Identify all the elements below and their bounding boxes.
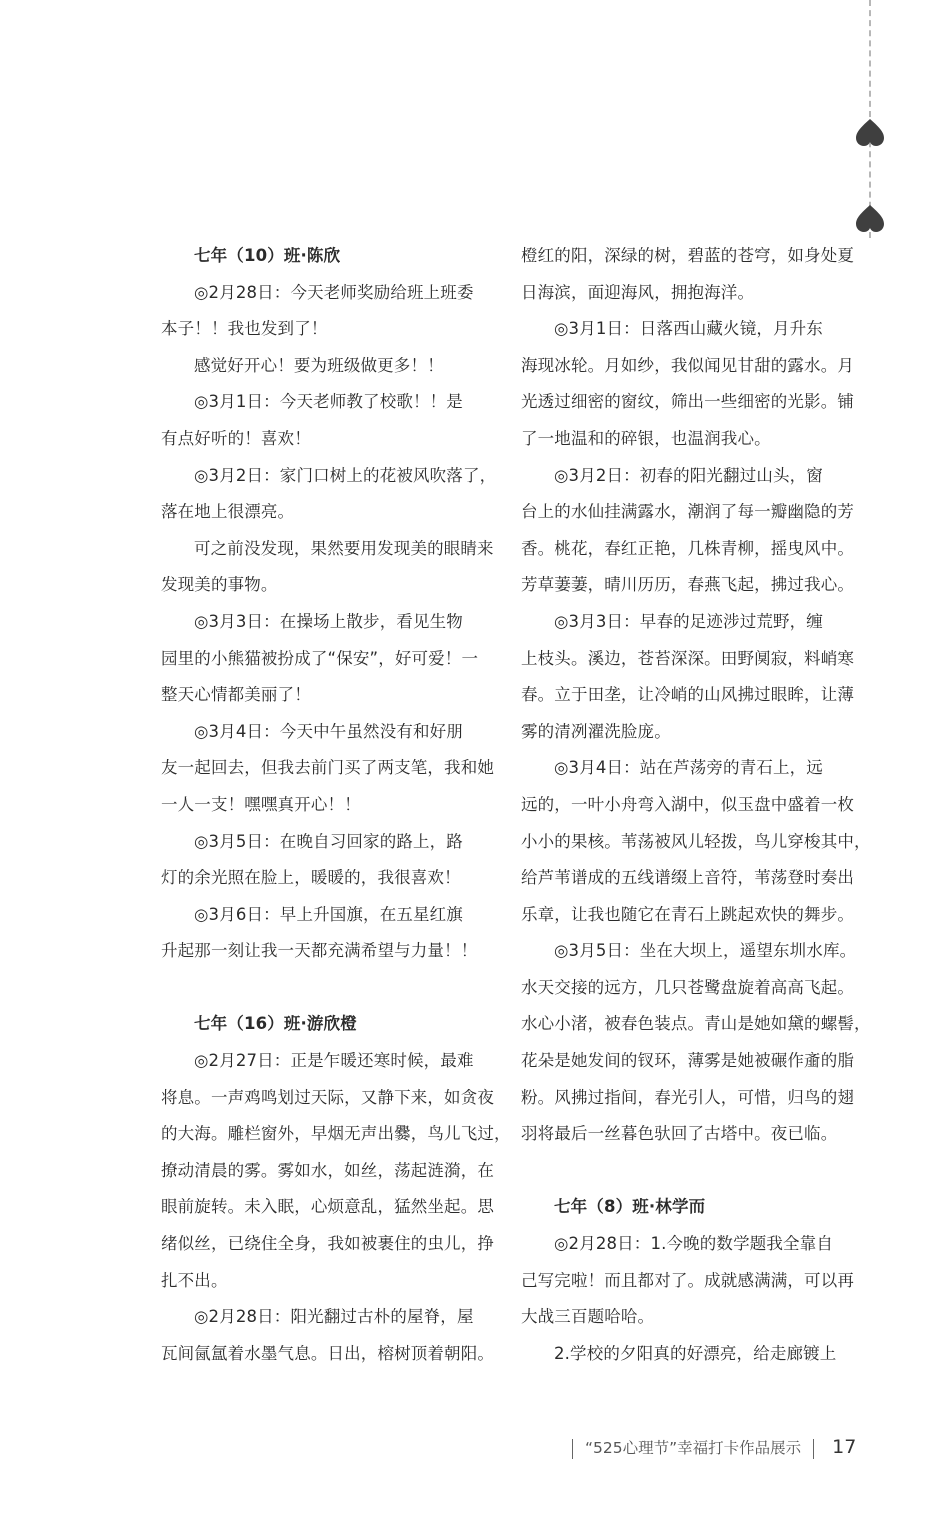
text-line: 扎不出。 — [161, 1270, 228, 1290]
text-line: ◎2月28日：今天老师奖励给班上班委 — [194, 282, 474, 302]
left-text-column — [161, 238, 511, 1372]
page-number: 17 — [832, 1436, 857, 1458]
text-line: ◎3月4日：站在芦荡旁的青石上，远 — [554, 758, 823, 778]
heart-icon — [855, 203, 885, 233]
text-line: ◎2月28日：1.今晚的数学题我全靠自 — [554, 1234, 833, 1254]
text-line: 海现冰轮。月如纱，我似闻见甘甜的露水。月 — [521, 355, 854, 375]
text-line: ◎3月6日：早上升国旗，在五星红旗 — [194, 904, 463, 924]
text-line: 眼前旋转。未入眠，心烦意乱，猛然坐起。思 — [161, 1197, 494, 1217]
text-line: ◎3月4日：今天中午虽然没有和好朋 — [194, 721, 463, 741]
text-line: 友一起回去，但我去前门买了两支笔，我和她 — [161, 758, 494, 778]
footer-divider — [572, 1439, 573, 1459]
text-line: 羽将最后一丝暮色驮回了古塔中。夜已临。 — [521, 1124, 838, 1144]
text-line: 本子！！我也发到了！ — [161, 319, 328, 339]
text-line: ◎2月28日：阳光翻过古朴的屋脊，屋 — [194, 1307, 474, 1327]
text-line: ◎3月2日：家门口树上的花被风吹落了， — [194, 465, 497, 485]
text-line: 水心小渚，被春色装点。青山是她如黛的螺髻， — [521, 1014, 871, 1034]
text-line: ◎3月5日：在晚自习回家的路上，路 — [194, 831, 463, 851]
paragraph-spacer — [521, 1153, 835, 1190]
text-line: 春。立于田垄，让冷峭的山风拂过眼眸，让薄 — [521, 685, 854, 705]
text-line: 瓦间氤氲着水墨气息。日出，榕树顶着朝阳。 — [161, 1343, 494, 1363]
text-line: 日海滨，面迎海风，拥抱海洋。 — [521, 282, 755, 302]
text-line: 园里的小熊猫被扮成了“保安”，好可爱！一 — [161, 648, 479, 668]
text-line: 橙红的阳，深绿的树，碧蓝的苍穹，如身处夏 — [521, 246, 854, 265]
text-line: 香。桃花，春红正艳，几株青柳，摇曳风中。 — [521, 538, 854, 558]
text-line: 光透过细密的窗纹，筛出一些细密的光影。铺 — [521, 392, 854, 412]
text-line: 了一地温和的碎银，也温润我心。 — [521, 428, 771, 448]
text-line: ◎3月5日：坐在大坝上，遥望东圳水库。 — [554, 941, 857, 961]
text-line: 有点好听的！喜欢！ — [161, 428, 311, 448]
text-line: 水天交接的远方，几只苍鹭盘旋着高高飞起。 — [521, 977, 854, 997]
text-line: 乐章，让我也随它在青石上跳起欢快的舞步。 — [521, 904, 854, 924]
section-heading: 七年（16）班·游欣橙 — [194, 1014, 357, 1034]
text-line: ◎2月27日：正是乍暖还寒时候，最难 — [194, 1051, 474, 1071]
text-line: 撩动清晨的雾。雾如水，如丝，荡起涟漪，在 — [161, 1160, 494, 1180]
text-line: 上枝头。溪边，苍苔深深。田野阒寂，料峭寒 — [521, 648, 854, 668]
text-line: 2.学校的夕阳真的好漂亮，给走廊镀上 — [554, 1343, 837, 1363]
text-line: 台上的水仙挂满露水，潮润了每一瓣幽隐的芳 — [521, 502, 854, 522]
footer-divider — [813, 1439, 814, 1459]
paragraph-spacer — [161, 970, 475, 1007]
text-line: 一人一支！嘿嘿真开心！！ — [161, 794, 361, 814]
text-line: 花朵是她发间的钗环，薄雾是她被碾作齑的脂 — [521, 1051, 854, 1071]
page-footer — [560, 1432, 856, 1462]
text-line: 灯的余光照在脸上，暖暖的，我很喜欢！ — [161, 868, 461, 888]
text-line: ◎3月3日：在操场上散步，看见生物 — [194, 611, 463, 631]
text-line: 可之前没发现，果然要用发现美的眼睛来 — [194, 538, 494, 558]
section-heading: 七年（8）班·林学而 — [554, 1197, 706, 1217]
text-line: 小小的果核。苇荡被风儿轻拨，鸟儿穿梭其中， — [521, 831, 871, 851]
text-line: 粉。风拂过指间，春光引人，可惜，归鸟的翅 — [521, 1087, 854, 1107]
text-line: 发现美的事物。 — [161, 575, 278, 595]
text-line: ◎3月1日：日落西山藏火镜，月升东 — [554, 319, 823, 339]
text-line: 己写完啦！而且都对了。成就感满满，可以再 — [521, 1270, 854, 1290]
section-heading: 七年（10）班·陈欣 — [194, 246, 341, 265]
text-line: 的大海。雕栏窗外，早烟无声出爨，鸟儿飞过， — [161, 1124, 511, 1144]
text-line: ◎3月3日：早春的足迹涉过荒野，缠 — [554, 611, 823, 631]
text-line: 远的，一叶小舟弯入湖中，似玉盘中盛着一枚 — [521, 794, 854, 814]
text-line: 落在地上很漂亮。 — [161, 502, 295, 522]
text-line: 芳草萋萋，晴川历历，春燕飞起，拂过我心。 — [521, 575, 854, 595]
text-line: 整天心情都美丽了！ — [161, 685, 311, 705]
text-line: 大战三百题哈哈。 — [521, 1307, 655, 1327]
text-line: ◎3月1日：今天老师教了校歌！！是 — [194, 392, 463, 412]
footer-title: “525心理节”幸福打卡作品展示 — [585, 1439, 802, 1457]
text-line: 升起那一刻让我一天都充满希望与力量！！ — [161, 941, 478, 961]
heart-icon — [855, 117, 885, 147]
text-line: 绪似丝，已绕住全身，我如被裹住的虫儿，挣 — [161, 1234, 494, 1254]
text-line: 雾的清冽濯洗脸庞。 — [521, 721, 671, 741]
text-line: 将息。一声鸡鸣划过天际，又静下来，如贪夜 — [161, 1087, 494, 1107]
right-text-column — [521, 238, 871, 1372]
text-line: ◎3月2日：初春的阳光翻过山头，窗 — [554, 465, 823, 485]
text-line: 给芦苇谱成的五线谱缀上音符，苇荡登时奏出 — [521, 868, 854, 888]
text-line: 感觉好开心！要为班级做更多！！ — [194, 355, 444, 375]
